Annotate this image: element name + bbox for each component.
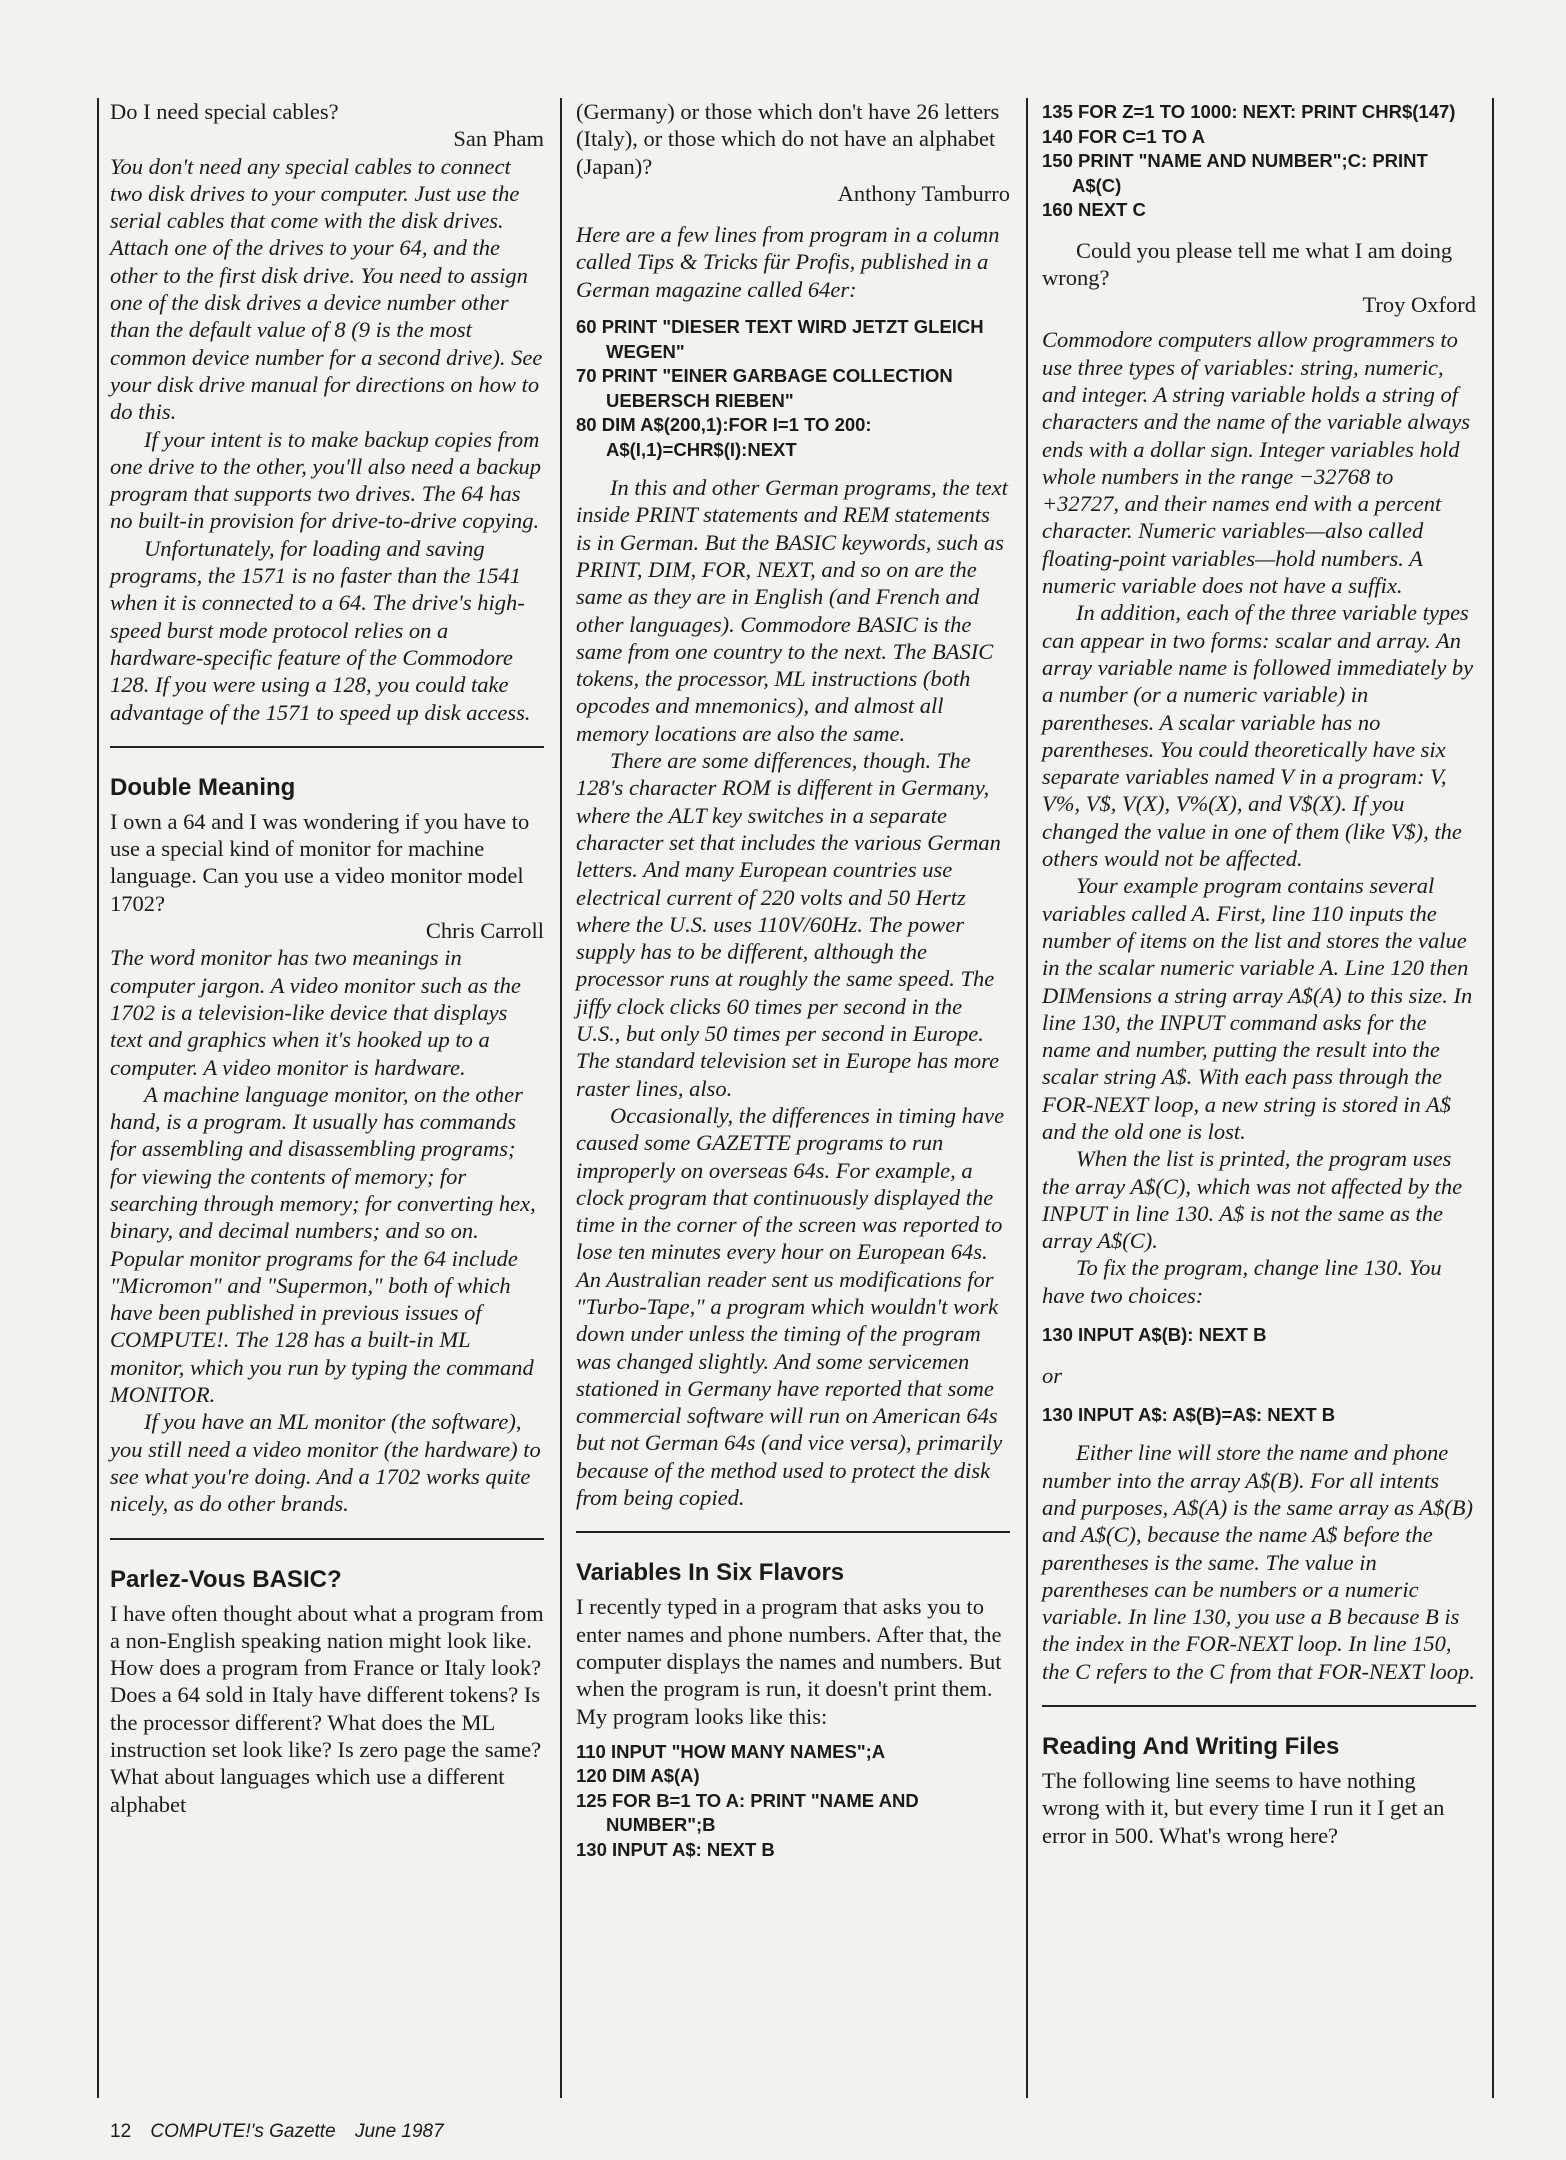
code-line: 140 FOR C=1 TO A — [1042, 125, 1205, 147]
question-text: (Germany) or those which don't have 26 letters (Italy), or those which do not have an alphabet (Japan)? — [576, 99, 1000, 179]
magazine-name: COMPUTE!'s Gazette — [150, 2121, 336, 2142]
code-line: 110 INPUT "HOW MANY NAMES";A — [576, 1740, 886, 1762]
answer-paragraph: A machine language monitor, on the other hand, is a program. It usually has commands for assembling and disassembling programs; for viewing the contents of memory; for searching through memory; for converting hex, binary, and decimal numbers; and so on. Popular monitor programs for the 64 include "Micromon" and "Supermon," both of which have been published in previous issues of COMPUTE!. The 128 has a built-in ML monitor, which you run by typing the command MONITOR. — [110, 1081, 536, 1408]
answer-paragraph: If your intent is to make backup copies from one drive to the other, you'll also need a backup program that supports two drives. The 64 has no built-in provision for drive-to-drive copying. — [110, 426, 541, 534]
answer-paragraph: Here are a few lines from program in a column called Tips & Tricks für Profis, published in a German magazine called 64er: — [576, 222, 1000, 302]
issue-date: June 1987 — [354, 2121, 444, 2142]
column-rule-1 — [560, 98, 562, 2098]
or-text: or — [1042, 1362, 1063, 1388]
column-3 — [1042, 98, 1476, 1849]
answer-paragraph: Either line will store the name and phone number into the array A$(B). For all intents and purposes, A$(A) is the same array as A$(B) and A$(C), because the name A$ before the parentheses is the same. The value in parentheses can be numbers or a numeric variable. In line 130, you use a B because B is the index in the FOR-NEXT loop. In line 150, the C refers to the C from that FOR-NEXT loop. — [1042, 1440, 1475, 1684]
section-heading-parlez-vous-basic: Parlez-Vous BASIC? — [110, 1565, 342, 1593]
section-divider — [110, 746, 544, 748]
answer-paragraph: You don't need any special cables to connect two disk drives to your computer. Just use the serial cables that come with the disk drives. Attach one of the drives to your 64, and the other to the first disk drive. You need to assign one of the disk drives a device number other than the default value of 8 (9 is the most common device number for a second drive). See your disk drive manual for directions on how to do this. — [110, 153, 543, 425]
section-divider — [1042, 1705, 1476, 1707]
section-heading-variables: Variables In Six Flavors — [576, 1559, 845, 1587]
answer-paragraph: Unfortunately, for loading and saving programs, the 1571 is no faster than the 1541 when it is connected to a 64. The drive's high-speed burst mode protocol relies on a hardware-specific feature of the Commodore 128. If you were using a 128, you could take advantage of the 1571 to speed up disk access. — [110, 535, 531, 725]
answer-paragraph: In this and other German programs, the text inside PRINT statements and REM statements is in German. But the BASIC keywords, such as PRINT, DIM, FOR, NEXT, and so on are the same as they are in English (and French and other languages). Commodore BASIC is the same from one country to the next. The BASIC tokens, the processor, ML instructions (both opcodes and mnemonics), and almost all memory locations are also the same. — [576, 475, 1008, 746]
answer-paragraph: When the list is printed, the program uses the array A$(C), which was not affected by the INPUT in line 130. A$ is not the same as the array A$(C). — [1042, 1146, 1463, 1254]
question-text: Could you please tell me what I am doing wrong? — [1042, 237, 1453, 290]
column-rule-2 — [1026, 98, 1028, 2098]
section-heading-double-meaning: Double Meaning — [110, 773, 296, 801]
code-line: 125 FOR B=1 TO A: PRINT "NAME AND NUMBER";B — [576, 1789, 919, 1836]
question-text: I recently typed in a program that asks you to enter names and phone numbers. After that, the computer displays the names and numbers. But when the program is run, it doesn't print them. My program looks like this: — [576, 1594, 1002, 1729]
question-text: The following line seems to have nothing wrong with it, but every time I run it I get an error in 500. What's wrong here? — [1042, 1768, 1445, 1848]
code-listing — [1042, 1323, 1476, 1348]
answer-paragraph: Occasionally, the differences in timing have caused some GAZETTE programs to run improperly on overseas 64s. For example, a clock program that continuously displayed the time in the corner of the screen was reported to lose ten minutes every hour on European 64s. An Australian reader sent us modifications for "Turbo-Tape," a program which wouldn't work down under unless the timing of the program was changed slightly. And some servicemen stationed in Germany have reported that some commercial software will run on American 64s but not German 64s (and vice versa), primarily because of the method used to protect the disk from being copied. — [576, 1102, 1005, 1511]
answer-paragraph: In addition, each of the three variable types can appear in two forms: scalar and array. An array variable name is followed immediately by a number (or a numeric variable) in parentheses. A scalar variable has no parentheses. You could theoretically have six separate variables named V in a program: V, V%, V$, V(X), V%(X), and V$(X). If you changed the value in one of them (like V$), the others would not be affected. — [1042, 600, 1474, 872]
question-text: I have often thought about what a program from a non-English speaking nation might look like. How does a program from France or Italy look? Does a 64 sold in Italy have different tokens? Is the processor different? What does the ML instruction set look like? Is zero page the same? What about languages which use a different alphabet — [110, 1600, 544, 1817]
code-line: 130 INPUT A$(B): NEXT B — [1042, 1324, 1267, 1346]
page-number: 12 — [110, 2121, 132, 2142]
answer-paragraph: To fix the program, change line 130. You have two choices: — [1042, 1255, 1442, 1308]
code-line: 60 PRINT "DIESER TEXT WIRD JETZT GLEICH WEGEN" — [576, 316, 984, 362]
signature: San Pham — [453, 126, 544, 152]
code-listing — [1042, 100, 1476, 223]
signature: Troy Oxford — [1362, 292, 1476, 318]
code-line: 160 NEXT C — [1042, 199, 1146, 220]
code-line: 130 INPUT A$: A$(B)=A$: NEXT B — [1042, 1403, 1336, 1425]
column-2 — [576, 98, 1010, 1864]
code-line: 120 DIM A$(A) — [576, 1765, 700, 1787]
signature: Chris Carroll — [425, 918, 544, 944]
column-rule-right — [1492, 98, 1494, 2098]
section-heading-reading-writing-files: Reading And Writing Files — [1042, 1733, 1340, 1761]
page-footer — [110, 2121, 458, 2143]
code-line: 130 INPUT A$: NEXT B — [576, 1838, 775, 1860]
column-1 — [110, 98, 544, 1818]
answer-paragraph: There are some differences, though. The 128's character ROM is different in Germany, where the ALT key switches in a separate character set that includes the various German letters. And many European countries use electrical current of 220 volts and 50 Hertz where the U.S. uses 110V/60Hz. The power supply has to be different, although the processor runs at roughly the same speed. The jiffy clock clicks 60 times per second in the U.S., but only 50 times per second in Europe. The standard television set in Europe has more raster lines, also. — [576, 748, 1001, 1101]
answer-paragraph: If you have an ML monitor (the software), you still need a video monitor (the hardware) to see what you're doing. And a 1702 works quite nicely, as do other brands. — [110, 1409, 541, 1517]
answer-paragraph: The word monitor has two meanings in computer jargon. A video monitor such as the 1702 is a television-like device that displays text and graphics when it's hooked up to a computer. A video monitor is hardware. — [110, 945, 521, 1080]
code-line: 135 FOR Z=1 TO 1000: NEXT: PRINT CHR$(147) — [1042, 101, 1456, 122]
section-divider — [110, 1538, 544, 1540]
code-line: 80 DIM A$(200,1):FOR I=1 TO 200: A$(I,1)=CHR$(I):NEXT — [576, 414, 872, 460]
question-text: I own a 64 and I was wondering if you have to use a special kind of monitor for machine language. Can you use a video monitor model 1702? — [110, 808, 530, 916]
answer-paragraph: Commodore computers allow programmers to use three types of variables: string, numeric, and integer. A string variable holds a string of characters and the name of the variable always ends with a dollar sign. Integer variables hold whole numbers in the range −32768 to +32727, and their names end with a percent character. Numeric variables—also called floating-point variables—hold numbers. A numeric variable does not have a suffix. — [1042, 327, 1471, 599]
signature: Anthony Tamburro — [837, 180, 1010, 206]
code-line: 150 PRINT "NAME AND NUMBER";C: PRINT A$(C) — [1042, 150, 1428, 196]
code-listing — [576, 315, 1010, 462]
code-listing — [1042, 1403, 1476, 1428]
section-divider — [576, 1531, 1010, 1533]
code-line: 70 PRINT "EINER GARBAGE COLLECTION UEBERSCH RIEBEN" — [576, 365, 953, 411]
code-listing — [576, 1740, 1010, 1863]
answer-paragraph: Your example program contains several variables called A. First, line 110 inputs the number of items on the list and stores the value in the scalar numeric variable A. Line 120 then DIMensions a string array A$(A) to this size. In line 130, the INPUT command asks for the name and number, putting the result into the scalar string A$. With each pass through the FOR-NEXT loop, a new string is stored in A$ and the old one is lost. — [1042, 873, 1473, 1144]
question-text: Do I need special cables? — [110, 99, 339, 124]
column-rule-left — [97, 98, 99, 2098]
